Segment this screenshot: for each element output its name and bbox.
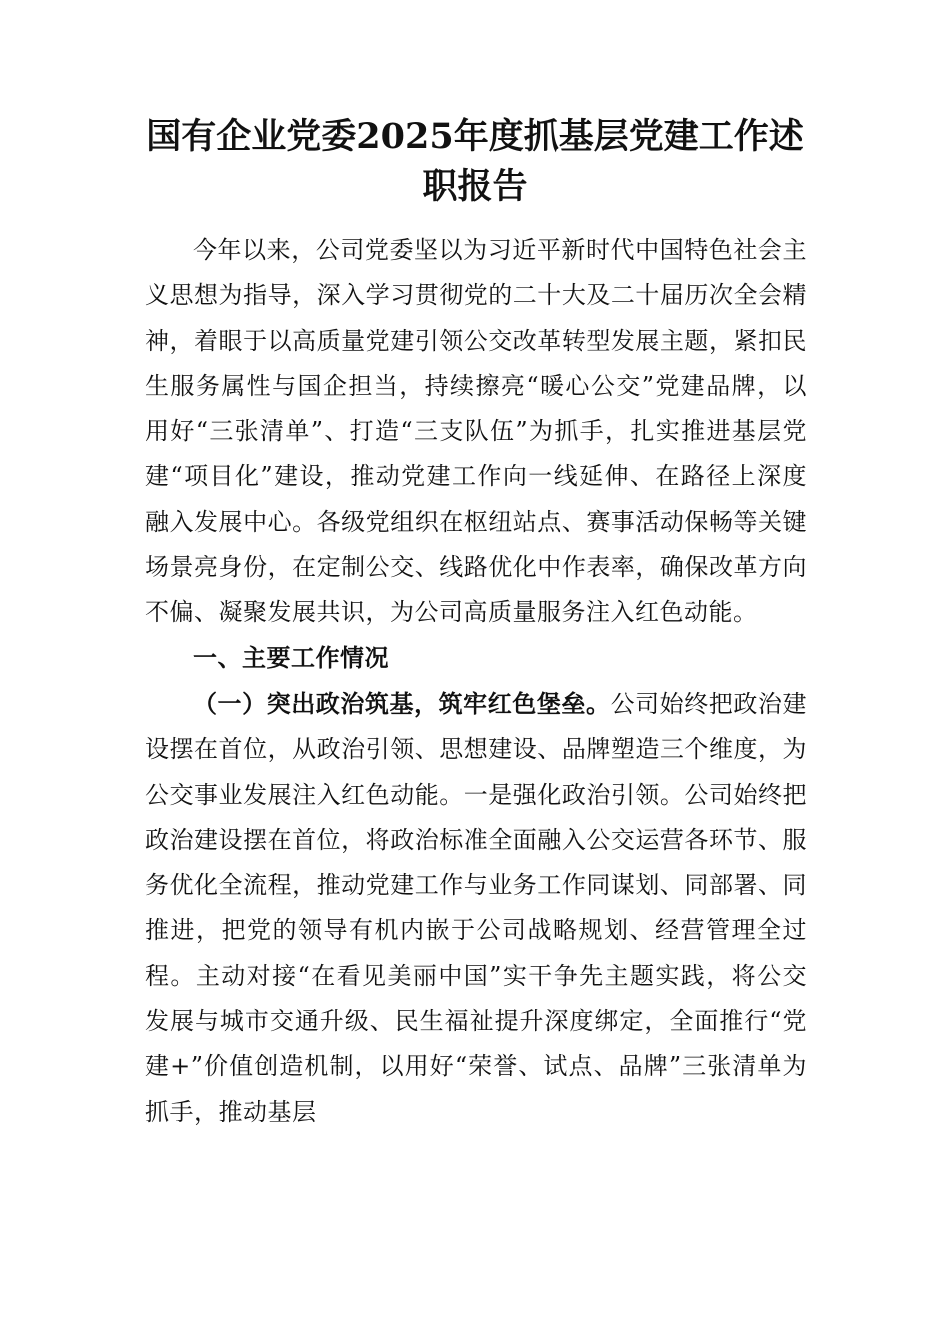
document-title: 国有企业党委2025年度抓基层党建工作述职报告 xyxy=(146,116,804,207)
intro-paragraph: 今年以来，公司党委坚以为习近平新时代中国特色社会主义思想为指导，深入学习贯彻党的二十大及二十届历次全会精神，着眼于以高质量党建引领公交改革转型发展主题，紧扣民生服务属性与国企担当，持续擦亮“暖心公交”党建品牌，以用好“三张清单”、打造“三支队伍”为抓手，扎实推进基层党建“项目化”建设，推动党建工作向一线延伸、在路径上深度融入发展中心。各级党组织在枢纽站点、赛事活动保畅等关键场景亮身份，在定制公交、线路优化中作表率，确保改革方向不偏、凝聚发展共识，为公司高质量服务注入红色动能。 xyxy=(145,236,807,627)
subsection-paragraph-political xyxy=(145,681,807,1135)
section-heading-main-work: 一、主要工作情况 xyxy=(193,643,389,672)
subsection-body-political: 公司始终把政治建设摆在首位，从政治引领、思想建设、品牌塑造三个维度，为公交事业发展注入红色动能。一是强化政治引领。公司始终把政治建设摆在首位，将政治标准全面融入公交运营各环节、服务优化全流程，推动党建工作与业务工作同谋划、同部署、同推进，把党的领导有机内嵌于公司战略规划、经营管理全过程。主动对接“在看见美丽中国”实干争先主题实践，将公交发展与城市交通升级、民生福祉提升深度绑定，全面推行“党建+”价值创造机制，以用好“荣誉、试点、品牌”三张清单为抓手，推动基层 xyxy=(145,689,807,1126)
subsection-heading-political: （一）突出政治筑基，筑牢红色堡垒。 xyxy=(193,688,611,718)
document-body xyxy=(145,228,807,1135)
